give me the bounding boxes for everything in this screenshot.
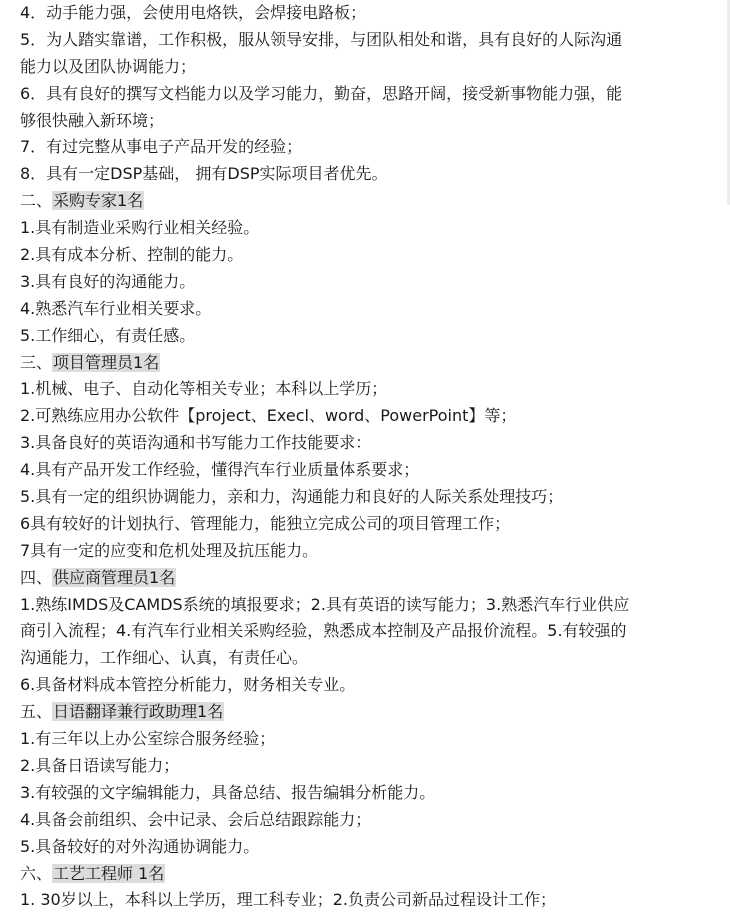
text-line: 3.有较强的文字编辑能力，具备总结、报告编辑分析能力。 <box>20 782 436 802</box>
section-number: 四、 <box>20 567 53 587</box>
section-number: 三、 <box>20 352 53 372</box>
text-line: 7具有一定的应变和危机处理及抗压能力。 <box>20 540 319 560</box>
section-title: 日语翻译兼行政助理1名 <box>53 702 224 722</box>
text-line: 5．为人踏实靠谱，工作积极，服从领导安排，与团队相处和谐，具有良好的人际沟通 <box>20 29 623 49</box>
text-line: 3.具备良好的英语沟通和书写能力工作技能要求： <box>20 433 372 453</box>
text-line: 3.具有良好的沟通能力。 <box>20 271 196 291</box>
text-line: 6具有较好的计划执行、管理能力，能独立完成公司的项目管理工作； <box>20 513 511 533</box>
section-title: 采购专家1名 <box>53 191 144 211</box>
text-line: 沟通能力，工作细心、认真，有责任心。 <box>20 648 309 668</box>
text-line: 5.工作细心，有责任感。 <box>20 325 196 345</box>
text-line: 7．有过完整从事电子产品开发的经验； <box>20 137 303 157</box>
text-line: 4．动手能力强，会使用电烙铁，会焊接电路板； <box>20 3 367 22</box>
text-line: 1.熟练IMDS及CAMDS系统的填报要求；2.具有英语的读写能力；3.熟悉汽车行业供应 <box>20 594 630 614</box>
text-line: 1. 30岁以上，本科以上学历，理工科专业；2.负责公司新品过程设计工作； <box>20 890 556 910</box>
text-line: 1.具有制造业采购行业相关经验。 <box>20 218 260 238</box>
document-body <box>20 0 722 914</box>
section-heading <box>20 565 722 592</box>
text-line: 6.具备材料成本管控分析能力，财务相关专业。 <box>20 675 356 695</box>
text-line: 5.具备较好的对外沟通协调能力。 <box>20 836 260 856</box>
section-title: 供应商管理员1名 <box>53 567 176 587</box>
text-line: 2.具备日语读写能力； <box>20 755 180 775</box>
text-line: 4.具有产品开发工作经验，懂得汽车行业质量体系要求； <box>20 460 420 480</box>
text-line: 1.机械、电子、自动化等相关专业；本科以上学历； <box>20 379 388 399</box>
text-line: 4.具备会前组织、会中记录、会后总结跟踪能力； <box>20 809 372 829</box>
text-line: 6．具有良好的撰写文档能力以及学习能力，勤奋，思路开阔，接受新事物能力强，能 <box>20 83 623 103</box>
section-number: 五、 <box>20 702 53 722</box>
section-heading <box>20 699 722 726</box>
section-title: 项目管理员1名 <box>53 352 160 372</box>
text-line: 能力以及团队协调能力； <box>20 56 197 76</box>
section-number: 六、 <box>20 863 53 883</box>
section-heading <box>20 861 722 888</box>
text-line: 8．具有一定DSP基础， 拥有DSP实际项目者优先。 <box>20 164 388 184</box>
text-line: 2.可熟练应用办公软件【project、Execl、word、PowerPoint】等； <box>20 406 517 426</box>
section-heading <box>20 350 722 377</box>
text-line: 4.熟悉汽车行业相关要求。 <box>20 298 212 318</box>
text-line: 2.具有成本分析、控制的能力。 <box>20 245 244 265</box>
section-number: 二、 <box>20 191 53 211</box>
text-line: 5.具有一定的组织协调能力，亲和力，沟通能力和良好的人际关系处理技巧； <box>20 487 564 507</box>
section-title: 工艺工程师 1名 <box>53 863 165 883</box>
text-line: 够很快融入新环境； <box>20 110 165 130</box>
section-heading <box>20 188 722 215</box>
text-line: 商引入流程；4.有汽车行业相关采购经验，熟悉成本控制及产品报价流程。5.有较强的 <box>20 621 627 641</box>
text-line: 1.有三年以上办公室综合服务经验； <box>20 729 276 749</box>
